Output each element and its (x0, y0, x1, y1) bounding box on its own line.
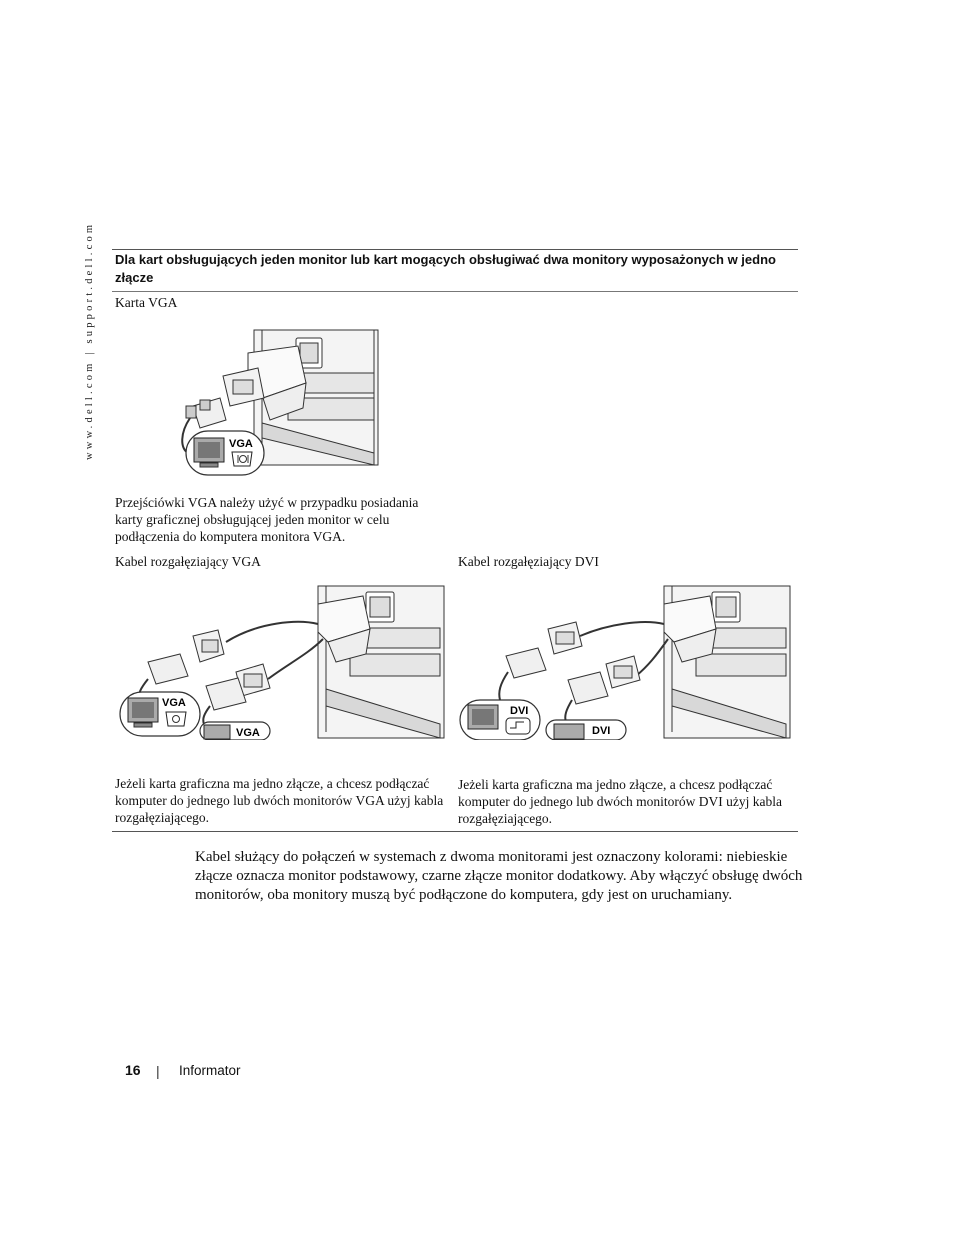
vga-adapter-illustration (178, 328, 384, 480)
dvi-splitter-label: Kabel rozgałęziający DVI (458, 554, 599, 569)
vga-splitter-label: Kabel rozgałęziający VGA (115, 554, 261, 569)
vga-splitter-description: Jeżeli karta graficzna ma jedno złącze, a chcesz podłączać komputer do jednego lub dwóch monitorów VGA użyj kabla rozgałęziającego. (115, 776, 444, 825)
dvi-icon-label-2: DVI (592, 725, 611, 737)
dvi-splitter-illustration (458, 584, 794, 740)
footer-separator: | (156, 1063, 160, 1079)
footer-title: Informator (179, 1063, 241, 1078)
vga-card-description: Przejściówki VGA należy użyć w przypadku posiadania karty graficznej obsługującej jeden monitor w celu podłączenia do komputera monitora VGA. (115, 495, 419, 544)
table-heading-rule (112, 291, 798, 292)
table-top-rule (112, 249, 798, 250)
dvi-splitter-description: Jeżeli karta graficzna ma jedno złącze, a chcesz podłączać komputer do jednego lub dwóch monitorów DVI użyj kabla rozgałęziającego. (458, 777, 782, 826)
vga-splitter-illustration (118, 584, 448, 740)
dvi-icon-label-1: DVI (510, 705, 529, 717)
table-bottom-rule (112, 831, 798, 832)
body-paragraph: Kabel służący do połączeń w systemach z dwoma monitorami jest oznaczony kolorami: niebieskie złącze oznacza monitor podstawowy, czarne złącze monitor dodatkowy. Aby włączyć obsługę dwóch monitorów, oba monitory muszą być podłączone do komputera, gdy jest on uruchamiany. (195, 849, 803, 903)
vga-card-label: Karta VGA (115, 295, 178, 310)
side-url: www.dell.com | support.dell.com (84, 221, 95, 460)
vga-icon-label: VGA (229, 438, 253, 450)
vga-icon-label-1: VGA (162, 697, 186, 709)
table-heading: Dla kart obsługujących jeden monitor lub kart mogących obsługiwać dwa monitory wyposażonych w jedno złącze (115, 252, 776, 285)
vga-icon-label-2: VGA (236, 727, 260, 739)
page-number: 16 (125, 1062, 141, 1078)
